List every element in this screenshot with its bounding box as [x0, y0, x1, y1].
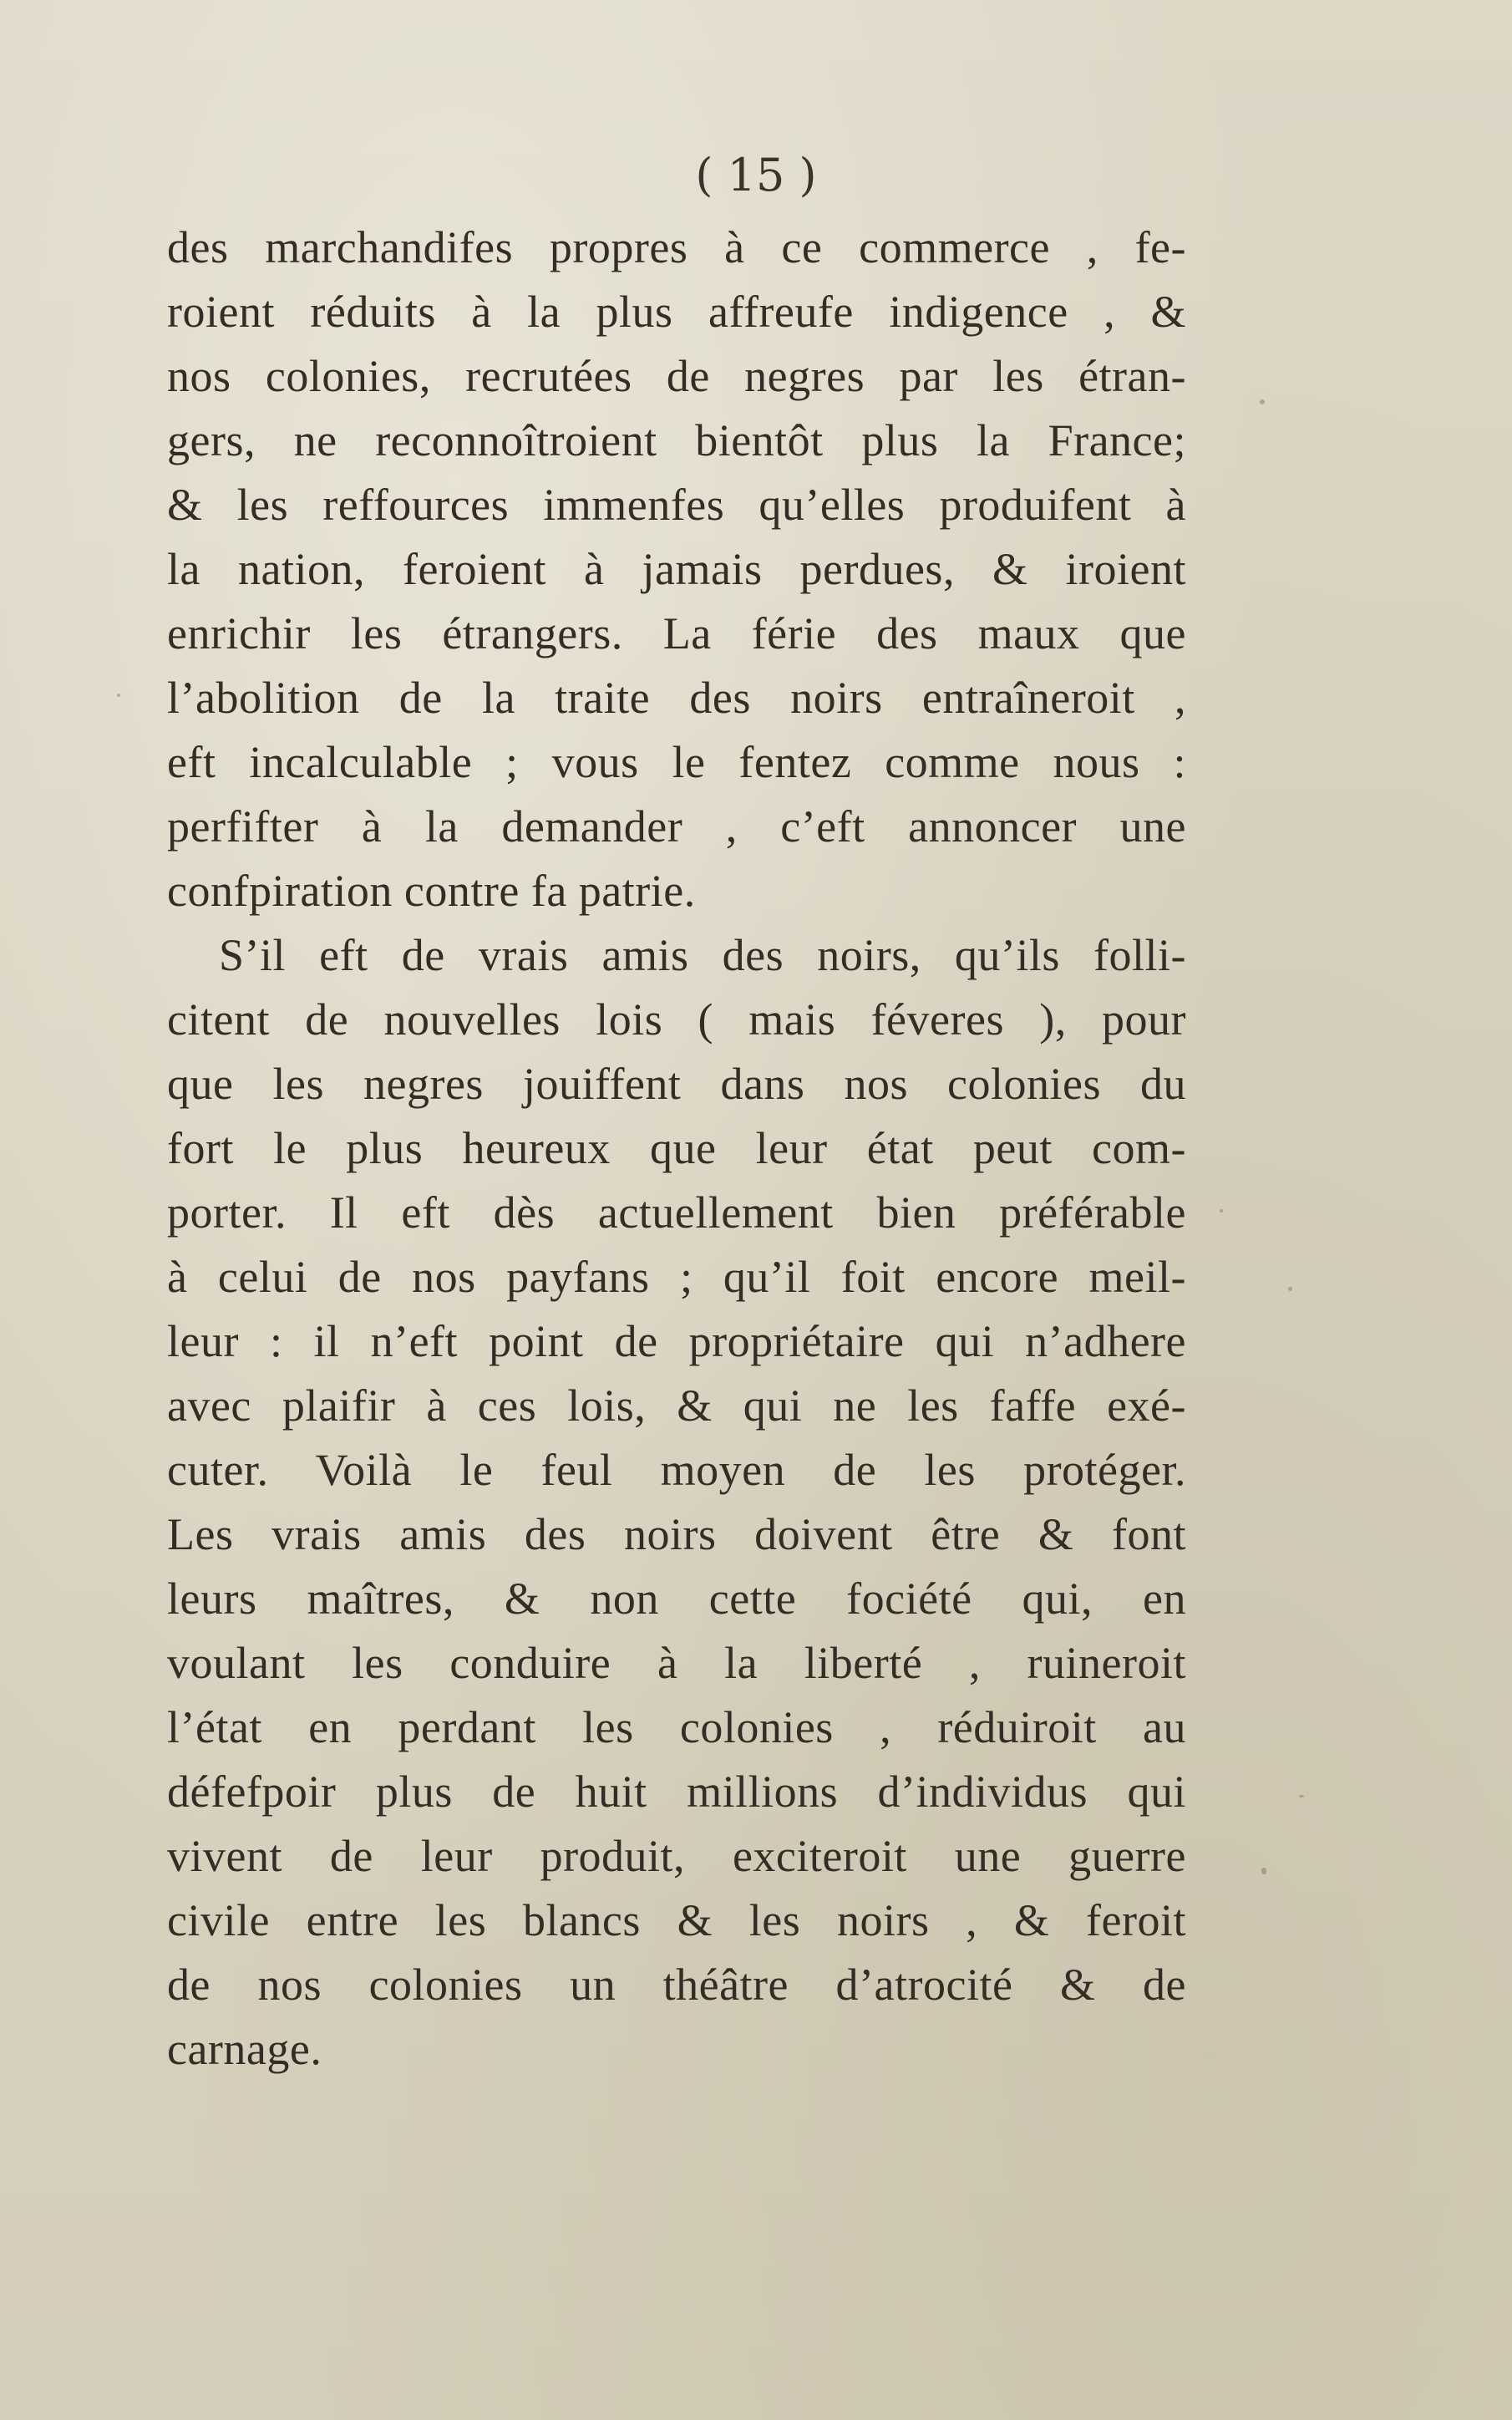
text-line: que les negres jouiffent dans nos colonies du	[167, 1059, 1186, 1109]
text-line: perfifter à la demander , c’eft annoncer une	[167, 801, 1186, 852]
page-number: ( 15 )	[695, 149, 817, 201]
text-line: vivent de leur produit, exciteroit une guerre	[167, 1831, 1186, 1881]
paper-speck	[1220, 1209, 1223, 1213]
text-line: l’état en perdant les colonies , réduiroit au	[167, 1702, 1186, 1752]
text-line: à celui de nos payfans ; qu’il foit encore meil-	[167, 1252, 1186, 1302]
text-line: leurs maîtres, & non cette fociété qui, en	[167, 1574, 1186, 1624]
text-line: & les reffources immenfes qu’elles produifent à	[167, 480, 1186, 530]
text-line: nos colonies, recrutées de negres par les étran-	[167, 351, 1186, 401]
text-line: roient réduits à la plus affreufe indigence , &	[167, 287, 1186, 337]
text-line: confpiration contre fa patrie.	[167, 866, 696, 916]
text-line: S’il eft de vrais amis des noirs, qu’ils folli-	[219, 930, 1186, 980]
body-text	[167, 216, 1186, 2082]
text-line: Les vrais amis des noirs doivent être & font	[167, 1509, 1186, 1559]
paper-speck	[117, 694, 120, 697]
text-line: des marchandifes propres à ce commerce , fe-	[167, 222, 1186, 272]
text-line: de nos colonies un théâtre d’atrocité & de	[167, 1960, 1186, 2010]
text-line: leur : il n’eft point de propriétaire qui n’adhere	[167, 1316, 1186, 1366]
text-line: enrichir les étrangers. La férie des maux que	[167, 608, 1186, 658]
paragraph	[167, 216, 1186, 923]
paper-speck	[1260, 399, 1265, 404]
paper-speck	[1288, 1287, 1292, 1291]
text-line: défefpoir plus de huit millions d’individus qui	[167, 1767, 1186, 1817]
text-line: eft incalculable ; vous le fentez comme nous :	[167, 737, 1186, 787]
text-line: avec plaifir à ces lois, & qui ne les faffe exé-	[167, 1380, 1186, 1431]
text-line: fort le plus heureux que leur état peut com-	[167, 1123, 1186, 1173]
text-line: porter. Il eft dès actuellement bien préférable	[167, 1187, 1186, 1238]
text-line: cuter. Voilà le feul moyen de les protéger.	[167, 1445, 1186, 1495]
paper-speck	[1299, 1795, 1304, 1797]
text-line: la nation, feroient à jamais perdues, & iroient	[167, 544, 1186, 594]
text-line: civile entre les blancs & les noirs , & feroit	[167, 1895, 1186, 1945]
text-line: citent de nouvelles lois ( mais féveres ), pour	[167, 994, 1186, 1045]
text-line: gers, ne reconnoîtroient bientôt plus la France;	[167, 415, 1186, 465]
text-line: l’abolition de la traite des noirs entraîneroit ,	[167, 673, 1186, 723]
paragraph	[167, 923, 1186, 2082]
text-line: carnage.	[167, 2024, 322, 2074]
text-line: voulant les conduire à la liberté , ruineroit	[167, 1638, 1186, 1688]
paper-speck	[1261, 1868, 1266, 1874]
